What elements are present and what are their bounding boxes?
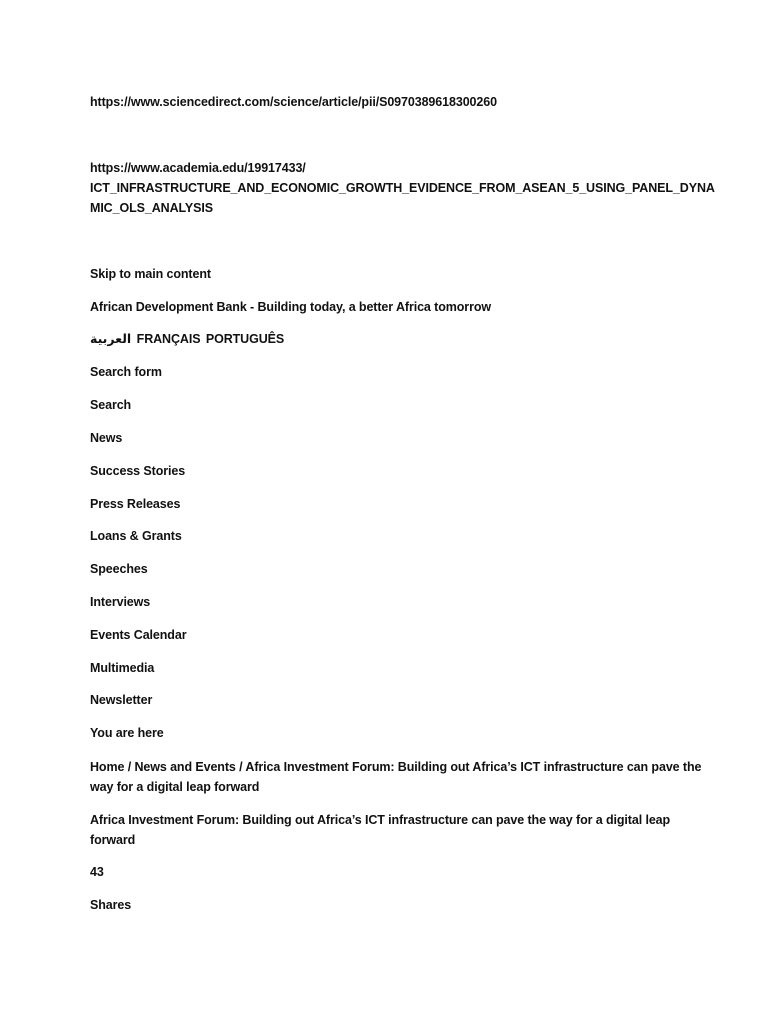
academia-url-part-3[interactable]: MIC_OLS_ANALYSIS <box>90 201 213 215</box>
nav-item-success-stories[interactable]: Success Stories <box>90 464 186 478</box>
search-button[interactable]: Search <box>90 398 132 412</box>
share-count: 43 <box>90 865 104 879</box>
sciencedirect-link[interactable] <box>90 92 690 112</box>
skip-to-main-link[interactable]: Skip to main content <box>90 267 211 281</box>
nav-item-speeches[interactable]: Speeches <box>90 562 148 576</box>
breadcrumb-line-1[interactable]: Home / News and Events / Africa Investment Forum: Building out Africa’s ICT infrastructure can pave the <box>90 760 702 774</box>
sciencedirect-url[interactable]: https://www.sciencedirect.com/science/article/pii/S0970389618300260 <box>90 95 497 109</box>
article-title-line-2: forward <box>90 833 136 847</box>
search-form-label: Search form <box>90 365 162 379</box>
nav-item-events-calendar[interactable]: Events Calendar <box>90 628 187 642</box>
nav-item-press-releases[interactable]: Press Releases <box>90 497 181 511</box>
language-arabic[interactable]: العربية <box>90 332 132 346</box>
language-portuguese[interactable]: PORTUGUÊS <box>205 332 285 346</box>
academia-url-part-2[interactable]: ICT_INFRASTRUCTURE_AND_ECONOMIC_GROWTH_EVIDENCE_FROM_ASEAN_5_USING_PANEL_DYNA <box>90 181 715 195</box>
language-french[interactable]: FRANÇAIS <box>136 332 201 346</box>
breadcrumb-label: You are here <box>90 726 164 740</box>
nav-item-loans-grants[interactable]: Loans & Grants <box>90 529 182 543</box>
site-tagline: African Development Bank - Building today, a better Africa tomorrow <box>90 300 491 314</box>
nav-item-newsletter[interactable]: Newsletter <box>90 693 153 707</box>
academia-url-part-1[interactable]: https://www.academia.edu/19917433/ <box>90 161 306 175</box>
academia-link-line-2[interactable] <box>90 178 715 198</box>
nav-item-news[interactable]: News <box>90 431 123 445</box>
nav-item-interviews[interactable]: Interviews <box>90 595 151 609</box>
breadcrumb-line-2: way for a digital leap forward <box>90 780 260 794</box>
share-label: Shares <box>90 898 132 912</box>
language-switcher <box>90 329 690 349</box>
article-title-line-1: Africa Investment Forum: Building out Africa’s ICT infrastructure can pave the way for a digital leap <box>90 813 671 827</box>
academia-link-line-1[interactable] <box>90 158 690 178</box>
academia-link-line-3[interactable] <box>90 198 690 218</box>
nav-item-multimedia[interactable]: Multimedia <box>90 661 155 675</box>
